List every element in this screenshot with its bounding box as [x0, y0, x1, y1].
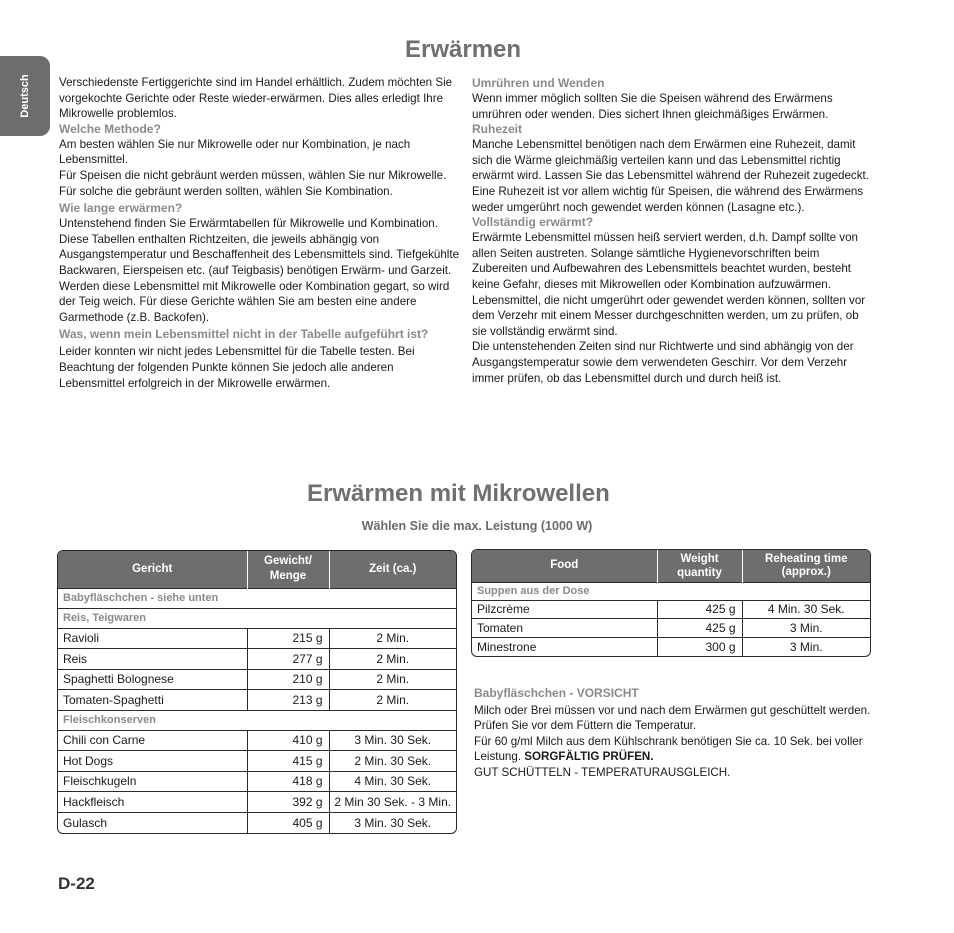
table-row: [58, 669, 456, 690]
reheating-table-left: [57, 550, 457, 834]
table-row: [58, 690, 456, 711]
paragraph: Erwärmte Lebensmittel müssen heiß serviert werden, d.h. Dampf sollte von allen Seiten austreten. Solange sämtliche Hygienevorschriften beim Zubereiten und Aufbewahren des Lebensmittels beachtet wurden, besteht keine Gefahr, dieses mit Mikrowellen oder Kombination aufzuwärmen.: [472, 231, 858, 291]
heading-not-listed: Was, wenn mein Lebensmittel nicht in der Tabelle aufgeführt ist?: [59, 327, 429, 342]
dish-cell: Hackfleisch: [58, 792, 247, 813]
dish-cell: Hot Dogs: [58, 751, 247, 772]
time-cell: 2 Min.: [329, 690, 456, 711]
note-paragraph: [474, 734, 874, 765]
category-row: Fleischkonserven: [58, 710, 456, 730]
reheating-table-right: [471, 549, 871, 657]
note-paragraph: GUT SCHÜTTELN - TEMPERATURAUSGLEICH.: [474, 765, 731, 779]
table-row: [58, 792, 456, 813]
dish-cell: Fleischkugeln: [58, 771, 247, 792]
time-cell: 4 Min. 30 Sek.: [742, 600, 870, 619]
table-row: [58, 771, 456, 792]
paragraph: Lebensmittel, die nicht umgerührt oder gewendet werden können, sollten vor dem Verzehr mit einem Messer durchgeschnitten werden, um zu prüfen, ob sie vollständig erwärmt sind.: [472, 293, 866, 338]
time-cell: 2 Min.: [329, 669, 456, 690]
paragraph: Die untenstehenden Zeiten sind nur Richtwerte und sind abhängig von der Ausgangstemperatur sowie dem verwendeten Geschirr. Vor dem Verzehr immer prüfen, ob das Lebensmittel durch und durch heiß ist.: [472, 340, 854, 385]
table-row: [472, 637, 870, 656]
heading-method: Welche Methode?: [59, 121, 161, 136]
power-subtitle: Wählen Sie die max. Leistung (1000 W): [361, 519, 593, 533]
paragraph: Manche Lebensmittel benötigen nach dem Erwärmen eine Ruhezeit, damit sich die Wärme gleichmäßig verteilen kann und das Lebensmittel richtig erwärmt wird. Lassen Sie das Lebensmittel während der Ruhezeit zugedeckt. Eine Ruhezeit ist vor allem wichtig für Speisen, die während des Erwärmens weder umgerührt noch gewendet werden können (Lasagne etc.).: [472, 138, 869, 214]
page-title: Erwärmen: [405, 36, 522, 63]
dish-cell: Spaghetti Bolognese: [58, 669, 247, 690]
table-row: [58, 649, 456, 670]
category-row: Reis, Teigwaren: [58, 608, 456, 628]
time-cell: 3 Min. 30 Sek.: [329, 730, 456, 751]
weight-cell: 213 g: [247, 690, 329, 711]
table-row: [58, 812, 456, 833]
note-paragraph: Milch oder Brei müssen vor und nach dem Erwärmen gut geschüttelt werden. Prüfen Sie vor dem Füttern die Temperatur.: [474, 703, 871, 733]
weight-cell: 425 g: [657, 600, 742, 619]
table-row: [472, 600, 870, 619]
weight-cell: 215 g: [247, 628, 329, 649]
language-tab: [0, 56, 50, 136]
dish-cell: Pilzcrème: [472, 600, 657, 619]
dish-cell: Reis: [58, 649, 247, 670]
baby-bottle-note: [474, 686, 874, 781]
left-column: [59, 75, 461, 391]
time-cell: 2 Min. 30 Sek.: [329, 751, 456, 772]
dish-cell: Ravioli: [58, 628, 247, 649]
table-row: [58, 751, 456, 772]
time-cell: 2 Min.: [329, 628, 456, 649]
category-row: Suppen aus der Dose: [472, 582, 870, 600]
paragraph: Leider konnten wir nicht jedes Lebensmittel für die Tabelle testen. Bei Beachtung der folgenden Punkte können Sie jedoch alle anderen Lebensmittel erfolgreich in der Mikrowelle erwärmen.: [59, 345, 415, 390]
weight-cell: 210 g: [247, 669, 329, 690]
page-number: D-22: [58, 874, 95, 893]
column-header: Zeit (ca.): [329, 551, 456, 588]
table-row: [58, 628, 456, 649]
weight-cell: 300 g: [657, 637, 742, 656]
weight-cell: 425 g: [657, 619, 742, 638]
heading-stirring: Umrühren und Wenden: [472, 76, 605, 90]
weight-cell: 418 g: [247, 771, 329, 792]
language-tab-label: Deutsch: [19, 74, 31, 118]
weight-cell: 405 g: [247, 812, 329, 833]
table-row: [58, 730, 456, 751]
weight-cell: 277 g: [247, 649, 329, 670]
time-cell: 3 Min.: [742, 637, 870, 656]
time-cell: 2 Min.: [329, 649, 456, 670]
right-column: [472, 76, 870, 386]
time-cell: 2 Min 30 Sek. - 3 Min.: [329, 792, 456, 813]
paragraph: Untenstehend finden Sie Erwärmtabellen für Mikrowelle und Kombination. Diese Tabellen enthalten Richtzeiten, die jeweils abhängig von Ausgangstemperatur und Beschaffenheit des Lebensmittels sind. Tiefgekühlte Backwaren, Eierspeisen etc. (auf Teigbasis) benötigen Erwärm- und Garzeit. Werden diese Lebensmittel mit Mikrowelle oder Kombination gegart, so wird der Teig weich. Für diese Gerichte wählen Sie am besten eine andere Garmethode (z.B. Backofen).: [59, 217, 460, 324]
category-row: Babyfläschchen - siehe unten: [58, 588, 456, 608]
heading-fully-heated: Vollständig erwärmt?: [472, 215, 594, 230]
note-emphasis: SORGFÄLTIG PRÜFEN.: [524, 750, 654, 764]
time-cell: 4 Min. 30 Sek.: [329, 771, 456, 792]
column-header: Weight quantity: [657, 550, 742, 582]
heading-duration: Wie lange erwärmen?: [59, 201, 183, 216]
column-header: Reheating time (approx.): [742, 550, 870, 582]
weight-cell: 415 g: [247, 751, 329, 772]
dish-cell: Tomaten: [472, 619, 657, 638]
intro-text: Verschiedenste Fertiggerichte sind im Handel erhältlich. Zudem möchten Sie vorgekochte Gerichte oder Reste wieder-erwärmen. Dies alles erledigt Ihre Mikrowelle problemlos.: [59, 76, 453, 121]
dish-cell: Chili con Carne: [58, 730, 247, 751]
weight-cell: 392 g: [247, 792, 329, 813]
dish-cell: Tomaten-Spaghetti: [58, 690, 247, 711]
paragraph: Für Speisen die nicht gebräunt werden müssen, wählen Sie nur Mikrowelle. Für solche die gebräunt werden sollten, wählen Sie Kombination.: [59, 168, 447, 198]
column-header: Gericht: [58, 551, 247, 588]
column-header: Food: [472, 550, 657, 582]
note-text: Für 60 g/ml Milch aus dem Kühlschrank benötigen Sie ca. 10 Sek. bei voller Leistung.: [474, 734, 863, 764]
dish-cell: Gulasch: [58, 812, 247, 833]
heading-rest-time: Ruhezeit: [472, 122, 523, 137]
column-header: Gewicht/ Menge: [247, 551, 329, 588]
dish-cell: Minestrone: [472, 637, 657, 656]
time-cell: 3 Min. 30 Sek.: [329, 812, 456, 833]
paragraph: Wenn immer möglich sollten Sie die Speisen während des Erwärmens umrühren oder wenden. Dies sichert Ihnen gleichmäßiges Erwärmen.: [472, 92, 833, 121]
weight-cell: 410 g: [247, 730, 329, 751]
paragraph: Am besten wählen Sie nur Mikrowelle oder nur Kombination, je nach Lebensmittel.: [59, 137, 411, 167]
section-title: Erwärmen mit Mikrowellen: [307, 480, 610, 507]
note-heading: Babyfläschchen - VORSICHT: [474, 686, 639, 700]
time-cell: 3 Min.: [742, 619, 870, 638]
table-row: [472, 619, 870, 638]
